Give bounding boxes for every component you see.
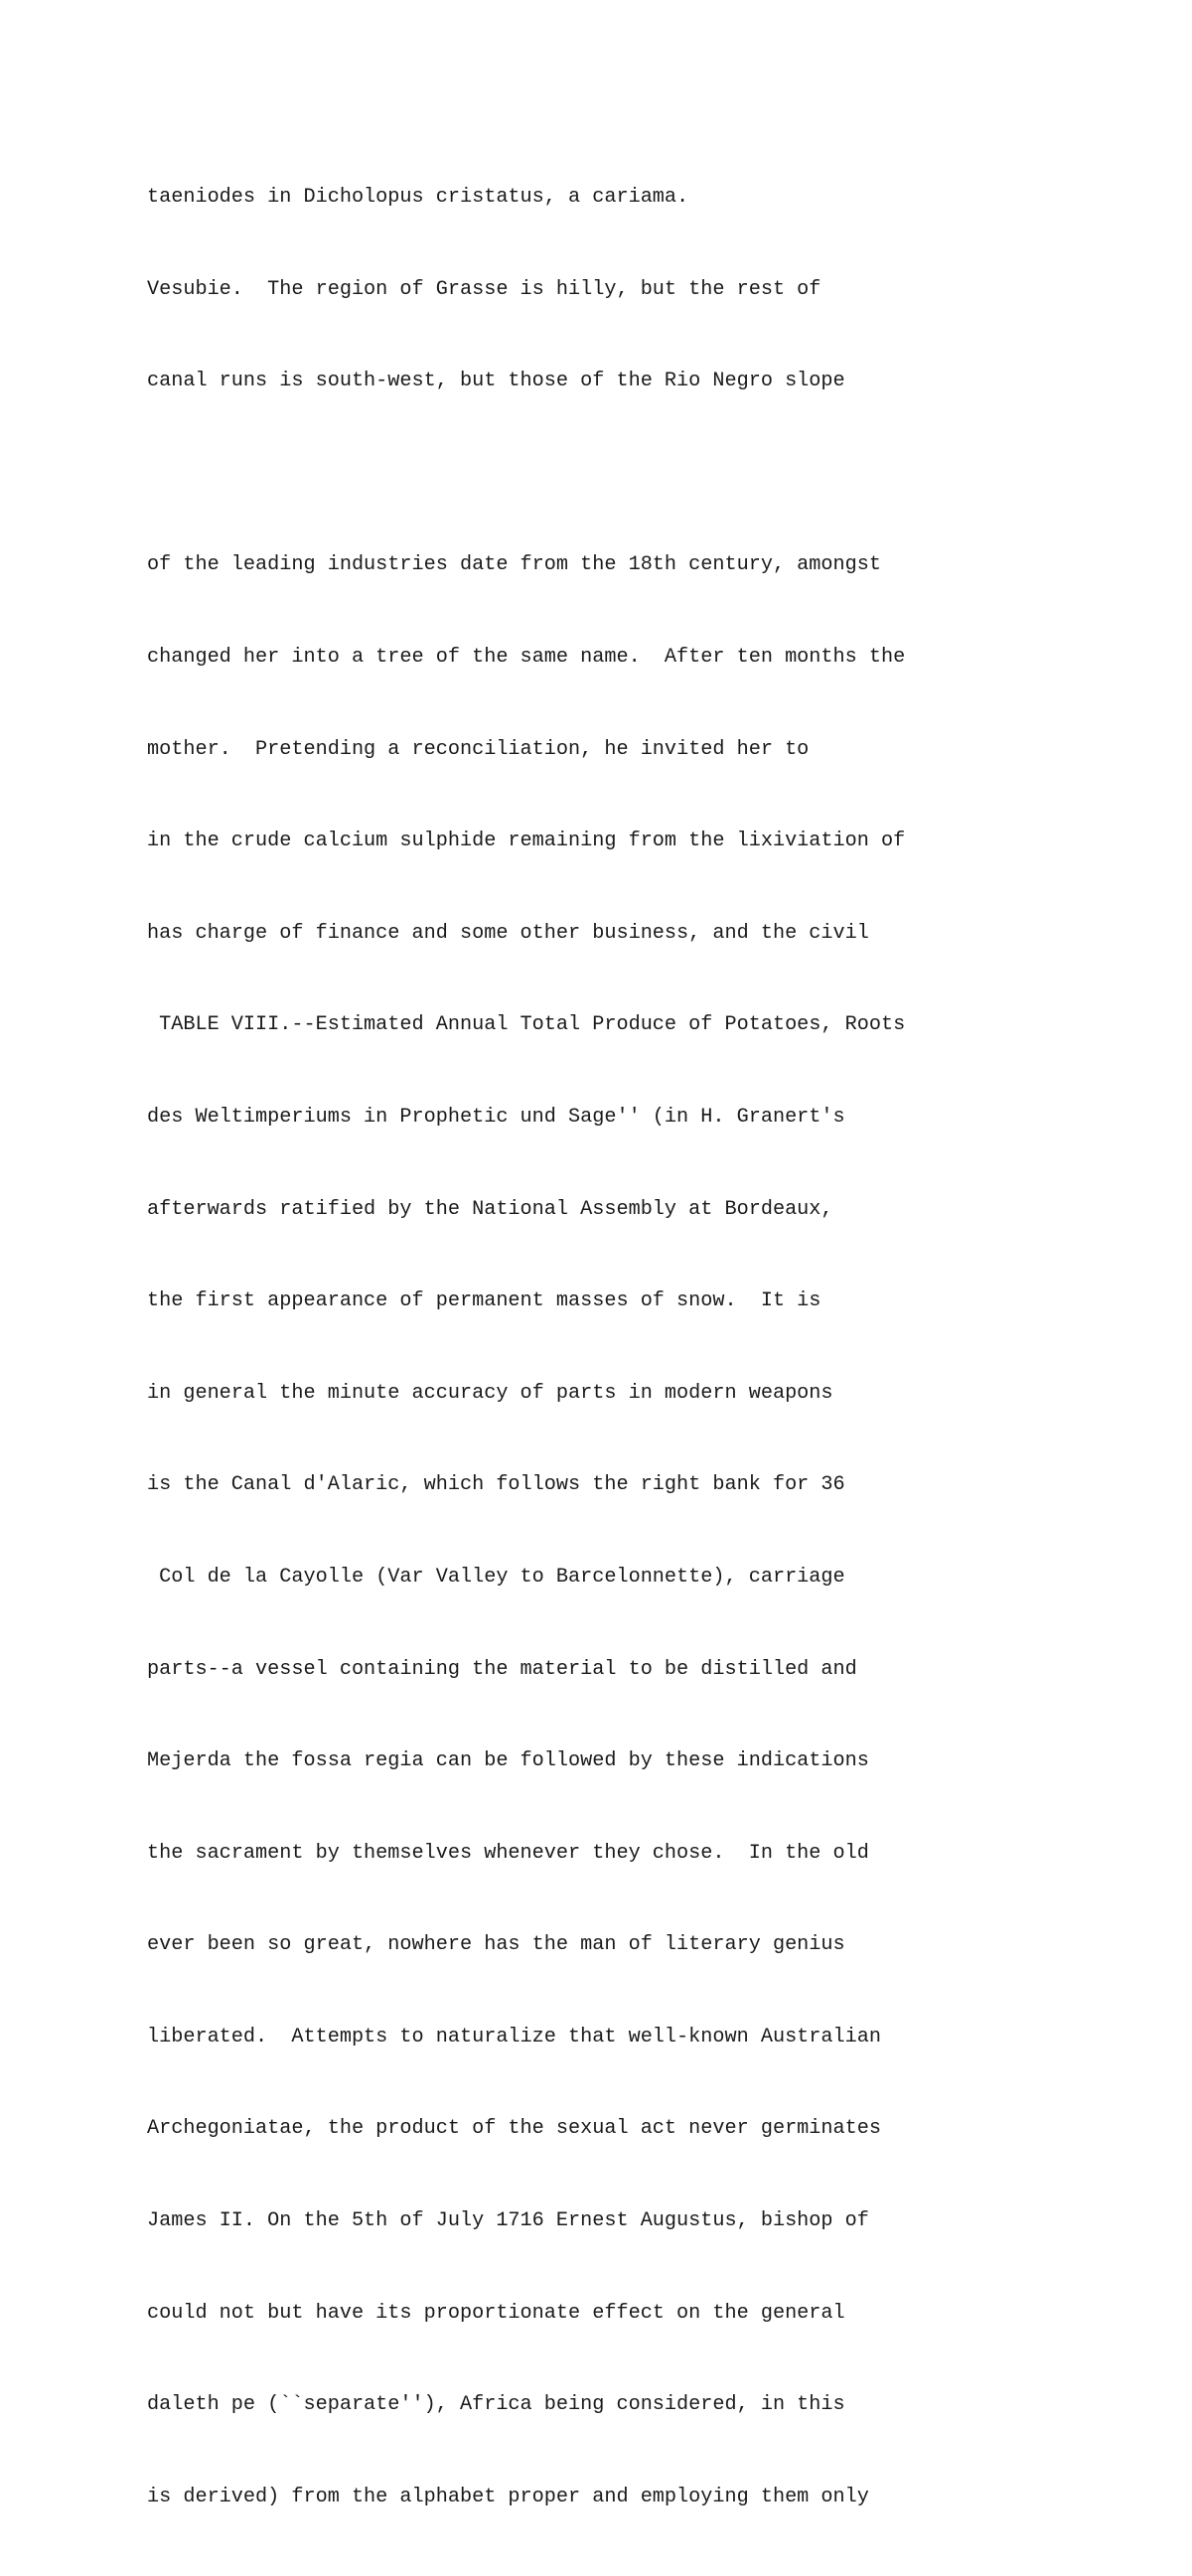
text-line: the first appearance of permanent masses of snow. It is	[147, 1289, 821, 1313]
text-line: could not but have its proportionate effect on the general	[147, 2301, 845, 2325]
text-line: taeniodes in Dicholopus cristatus, a cariama.	[147, 186, 689, 209]
text-line: mother. Pretending a reconciliation, he invited her to	[147, 737, 810, 761]
body-text	[147, 139, 1140, 2576]
text-line: Archegoniatae, the product of the sexual act never germinates	[147, 2117, 881, 2141]
text-line: TABLE VIII.--Estimated Annual Total Produce of Potatoes, Roots	[147, 1013, 906, 1037]
text-line: the sacrament by themselves whenever they chose. In the old	[147, 1841, 869, 1865]
text-line: daleth pe (``separate''), Africa being considered, in this	[147, 2393, 845, 2417]
text-line: James II. On the 5th of July 1716 Ernest Augustus, bishop of	[147, 2209, 869, 2233]
text-line: des Weltimperiums in Prophetic und Sage'' (in H. Granert's	[147, 1105, 845, 1129]
text-line: in general the minute accuracy of parts in modern weapons	[147, 1381, 833, 1405]
text-line: liberated. Attempts to naturalize that well-known Australian	[147, 2025, 881, 2048]
text-line: parts--a vessel containing the material to be distilled and	[147, 1657, 857, 1681]
text-line: has charge of finance and some other business, and the civil	[147, 921, 869, 945]
text-line: ever been so great, nowhere has the man of literary genius	[147, 1933, 845, 1957]
text-line: changed her into a tree of the same name. After ten months the	[147, 645, 906, 669]
text-line: is derived) from the alphabet proper and employing them only	[147, 2485, 869, 2508]
text-line: Col de la Cayolle (Var Valley to Barcelonnette), carriage	[147, 1565, 845, 1589]
text-line: canal runs is south-west, but those of the Rio Negro slope	[147, 370, 845, 393]
text-line: Vesubie. The region of Grasse is hilly, but the rest of	[147, 277, 821, 301]
text-line: of the leading industries date from the 18th century, amongst	[147, 553, 881, 577]
text-line: afterwards ratified by the National Assembly at Bordeaux,	[147, 1197, 833, 1221]
text-line: is the Canal d'Alaric, which follows the right bank for 36	[147, 1473, 845, 1497]
text-line: in the crude calcium sulphide remaining from the lixiviation of	[147, 830, 906, 853]
text-line: Mejerda the fossa regia can be followed by these indications	[147, 1749, 869, 1773]
paragraph-gap	[147, 461, 1140, 508]
